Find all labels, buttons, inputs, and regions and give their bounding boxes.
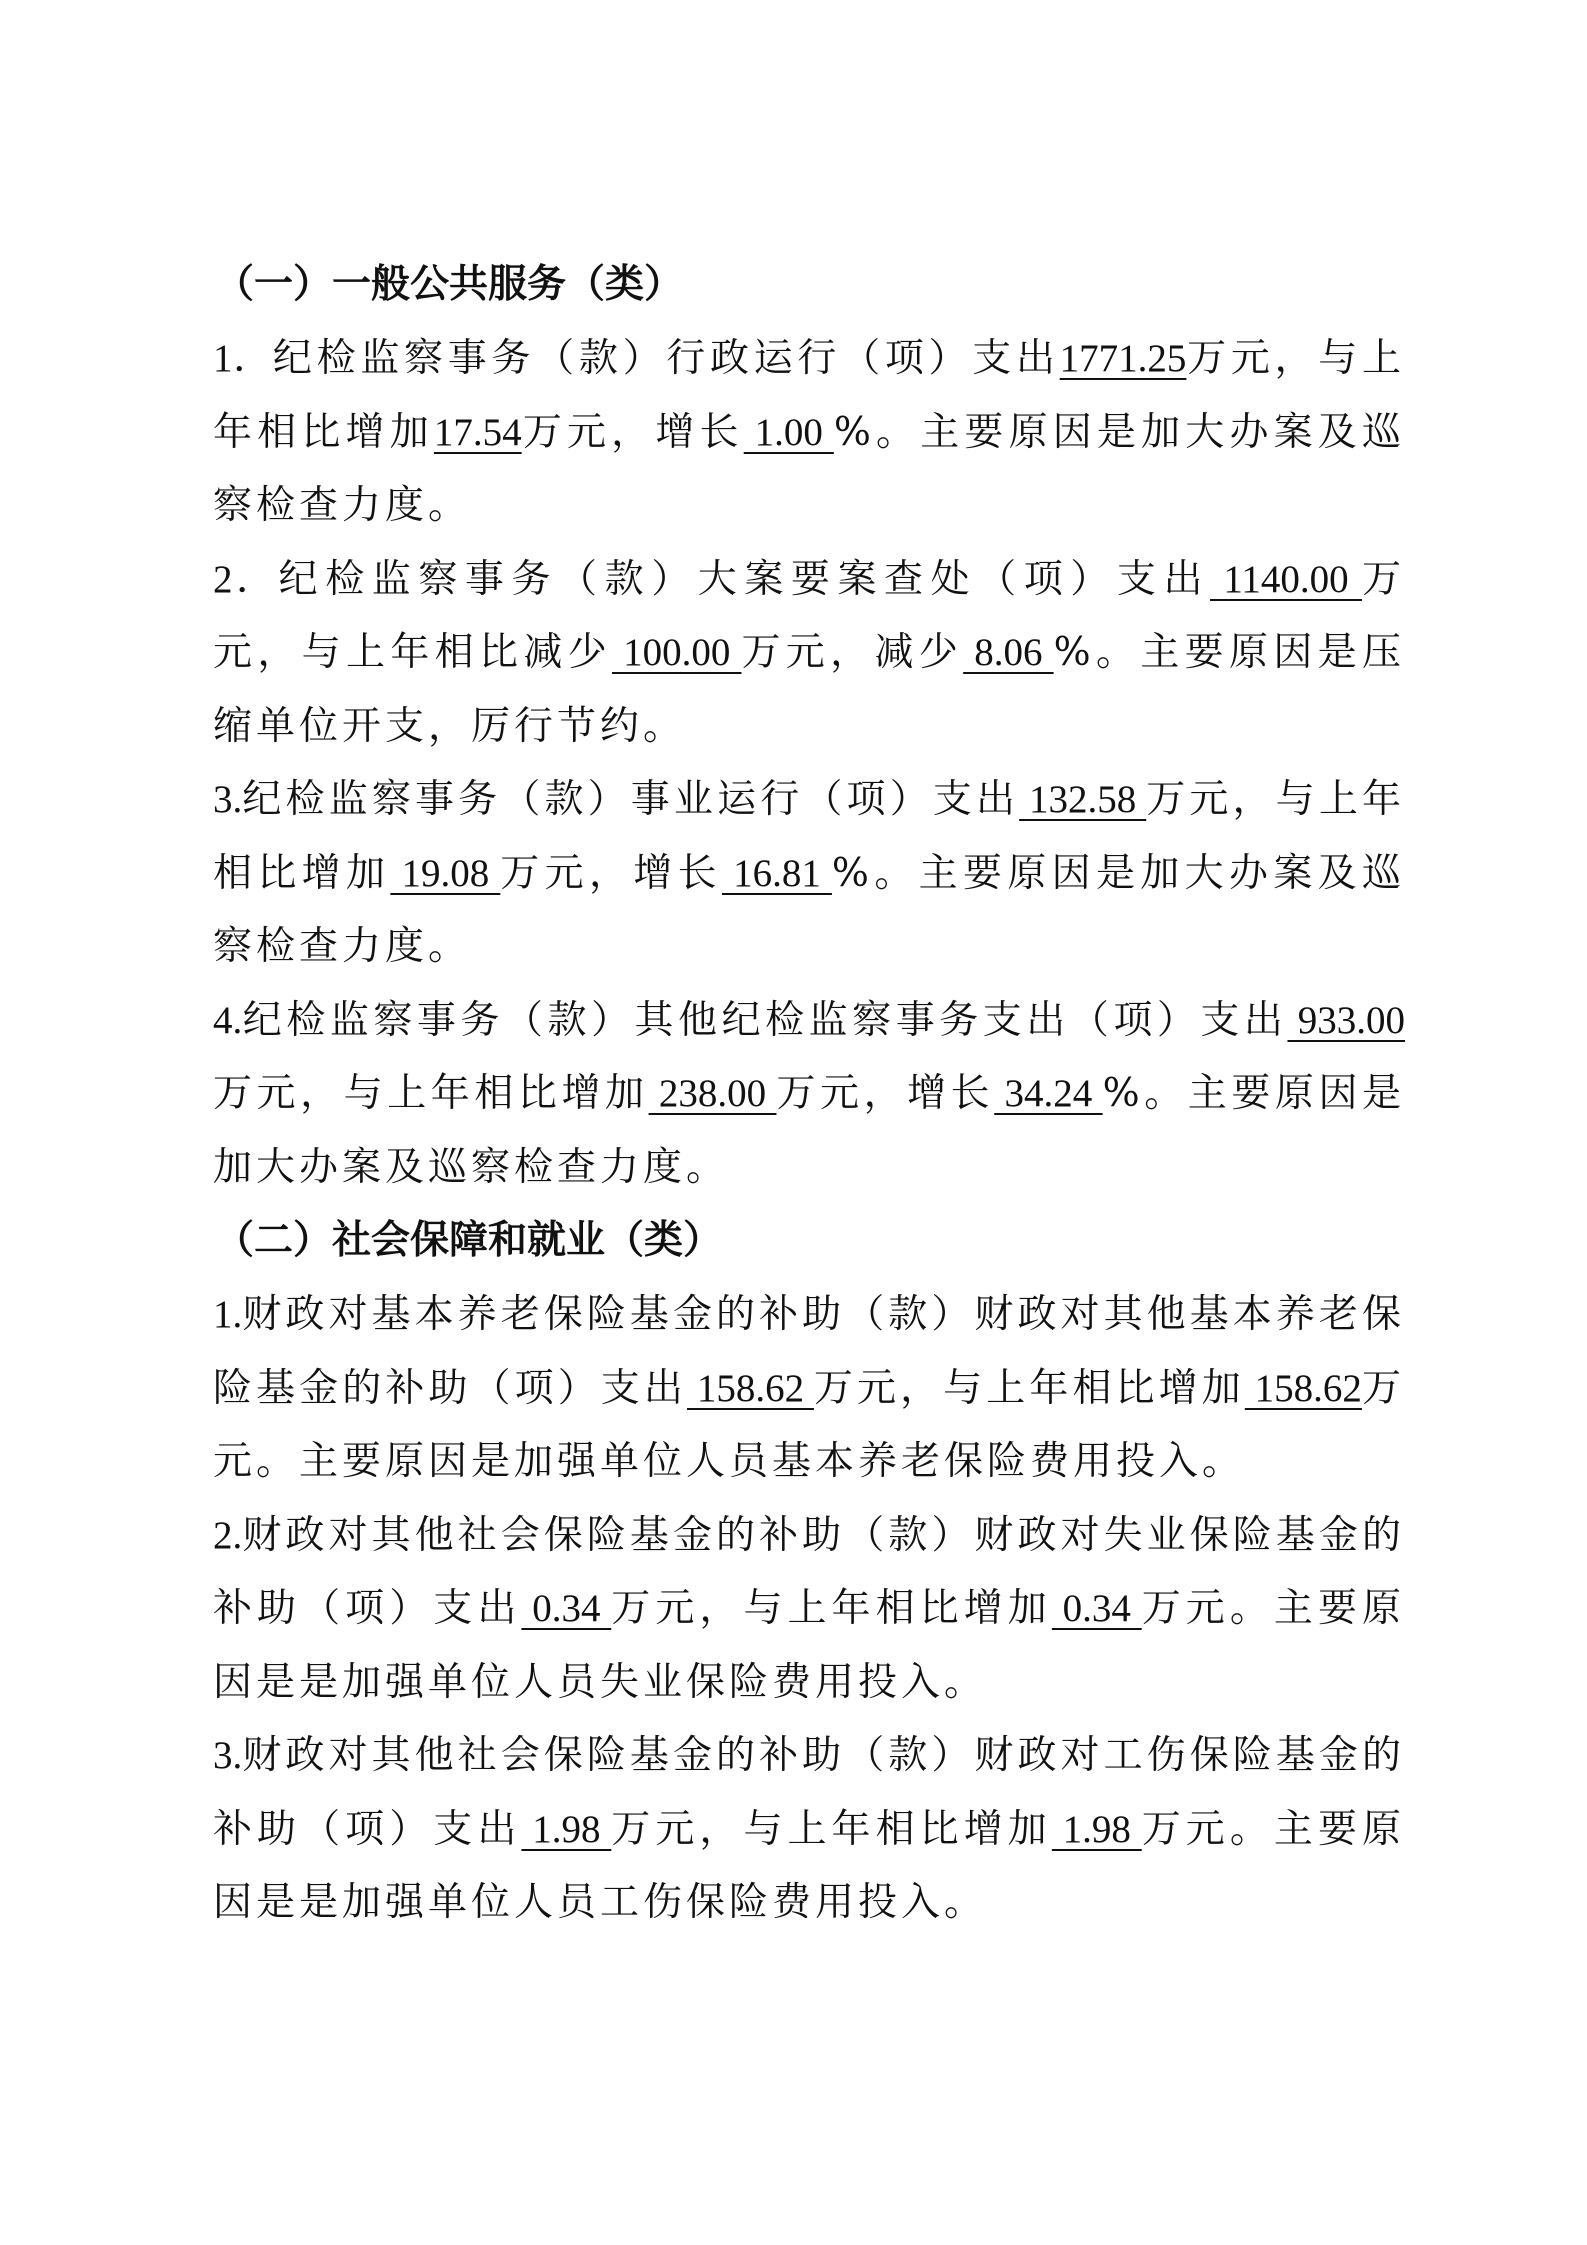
paragraph-item-1-4 — [213, 984, 1405, 1205]
item-text: 万元，与上年相比增加 — [611, 1806, 1052, 1852]
change-value: 158.62 — [1244, 1366, 1362, 1410]
item-text: 纪检监察事务（款）行政运行（项）支出 — [272, 336, 1060, 381]
item-text: 万元，与上年相比增加 — [213, 336, 1405, 455]
change-percent: 1.00 — [743, 410, 834, 454]
paragraph-item-1-2 — [213, 543, 1405, 764]
item-text: 万元。主要原因是是加强单位人员工伤保险费用投入。 — [213, 1806, 1405, 1925]
item-text: 万元。主要原因是是加强单位人员失业保险费用投入。 — [213, 1586, 1405, 1705]
change-value: 1.98 — [1051, 1807, 1142, 1851]
item-text: %。主要原因是加大办案及巡察检查力度。 — [213, 1071, 1406, 1190]
item-text: 财政对基本养老保险基金的补助（款）财政对其他基本养老保险基金的补助（项）支出 — [213, 1292, 1405, 1411]
item-text: 财政对其他社会保险基金的补助（款）财政对失业保险基金的补助（项）支出 — [213, 1512, 1405, 1631]
item-number: 3. — [213, 1734, 243, 1777]
change-percent: 34.24 — [994, 1072, 1103, 1115]
item-text: 万元。主要原因是加强单位人员基本养老保险费用投入。 — [213, 1365, 1405, 1484]
section-heading-social-security: （二）社会保障和就业（类） — [215, 1218, 723, 1263]
document-body — [213, 248, 1405, 1940]
item-number: 2. — [213, 1513, 243, 1557]
item-text: 万元，与上年相比增加 — [813, 1365, 1245, 1411]
paragraph-item-2-2 — [213, 1499, 1405, 1720]
item-text: 万元，与上年相比增加 — [611, 1586, 1052, 1631]
expenditure-value: 1.98 — [521, 1807, 612, 1851]
item-number: 1. — [213, 1293, 243, 1336]
item-text: 万元，与上年相比减少 — [213, 556, 1405, 675]
expenditure-value: 1140.00 — [1210, 557, 1362, 601]
expenditure-value: 158.62 — [686, 1366, 814, 1410]
paragraph-item-2-3 — [213, 1719, 1405, 1940]
item-text: %。主要原因是压缩单位开支，厉行节约。 — [213, 630, 1406, 749]
item-number: 3. — [213, 778, 243, 821]
change-value: 19.08 — [390, 851, 501, 895]
expenditure-value: 0.34 — [521, 1587, 612, 1630]
change-value: 0.34 — [1051, 1587, 1142, 1630]
change-percent: 16.81 — [721, 851, 832, 895]
paragraph-item-1-1 — [213, 322, 1405, 543]
item-text: 万元，增长 — [521, 409, 744, 455]
expenditure-value: 933.00 — [1287, 998, 1405, 1042]
item-text: 万元，与上年相比增加 — [213, 777, 1405, 896]
item-number: 2． — [213, 557, 279, 601]
section-heading-general-public-services: （一）一般公共服务（类） — [215, 262, 684, 307]
item-text: %。主要原因是加大办案及巡察检查力度。 — [213, 409, 1405, 528]
item-number: 4. — [213, 998, 243, 1042]
item-text: 万元，增长 — [776, 1071, 995, 1116]
expenditure-value: 1771.25 — [1059, 337, 1187, 380]
item-text: 万元，与上年相比增加 — [213, 1071, 649, 1116]
item-text: 万元，增长 — [500, 850, 722, 896]
change-value: 17.54 — [433, 410, 522, 454]
paragraph-item-1-3 — [213, 763, 1405, 984]
change-percent: 8.06 — [963, 631, 1054, 674]
change-value: 238.00 — [648, 1072, 777, 1115]
expenditure-value: 132.58 — [1019, 778, 1147, 821]
item-text: 纪检监察事务（款）事业运行（项）支出 — [242, 777, 1020, 822]
item-text: 纪检监察事务（款）大案要案查处（项）支出 — [278, 556, 1211, 602]
item-text: 财政对其他社会保险基金的补助（款）财政对工伤保险基金的补助（项）支出 — [213, 1733, 1405, 1852]
paragraph-item-2-1 — [213, 1278, 1405, 1499]
change-value: 100.00 — [612, 631, 742, 674]
item-text: 万元，减少 — [741, 630, 964, 675]
item-number: 1． — [213, 337, 273, 380]
item-text: %。主要原因是加大办案及巡察检查力度。 — [213, 850, 1406, 969]
item-text: 纪检监察事务（款）其他纪检监察事务支出（项）支出 — [242, 997, 1288, 1043]
